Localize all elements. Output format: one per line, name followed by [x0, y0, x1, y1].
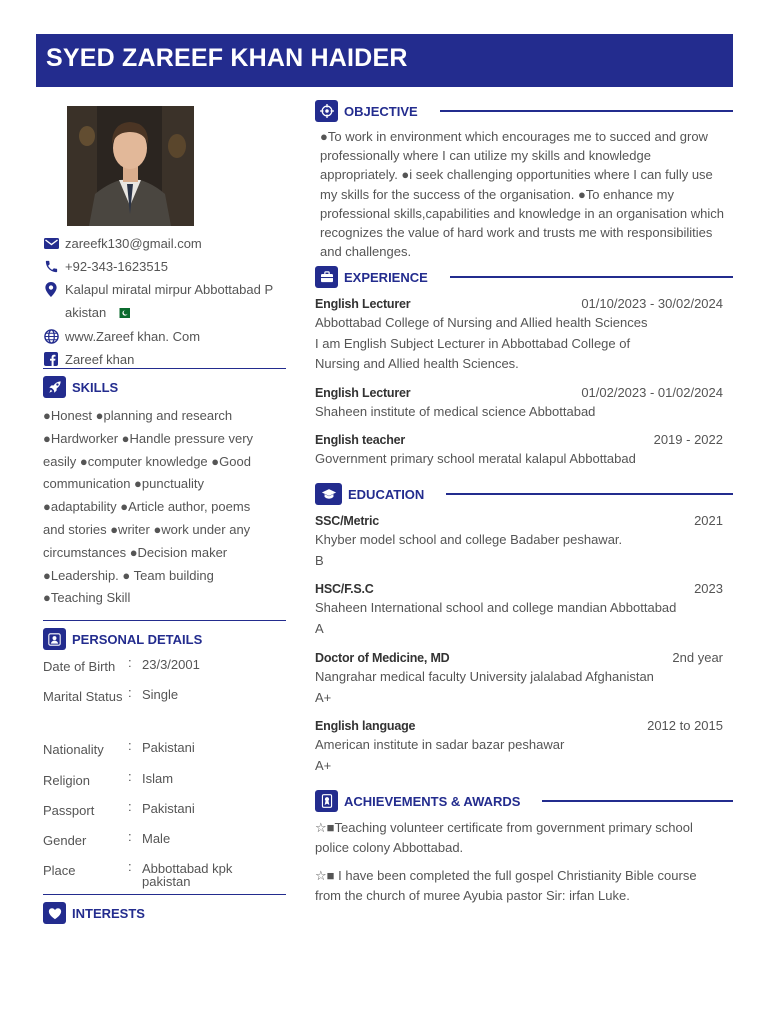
pd-value: Single [142, 687, 179, 702]
pd-value: Male [142, 831, 171, 846]
personal-details-header [43, 627, 286, 651]
pd-label: Passport [43, 803, 95, 818]
job-role: English teacher [315, 433, 406, 447]
pd-value: Islam [142, 771, 174, 786]
degree: HSC/F.S.C [315, 582, 374, 596]
degree: SSC/Metric [315, 514, 379, 528]
graduation-cap-icon [315, 483, 342, 505]
contact-email-row [43, 232, 286, 255]
grade: A [315, 620, 324, 636]
section-rule [446, 493, 733, 495]
contact-address-row [43, 278, 286, 325]
award-icon [315, 790, 338, 812]
grade: B [315, 552, 324, 568]
phone-icon [43, 258, 59, 274]
job-org: Abbottabad College of Nursing and Allied health Sciences [315, 315, 648, 330]
school: Khyber model school and college Badaber peshawar. [315, 532, 623, 547]
education-title: EDUCATION [348, 486, 425, 502]
flag-icon [116, 302, 130, 325]
school: American institute in sadar bazar peshawar [315, 737, 565, 752]
globe-icon [43, 328, 59, 344]
divider [43, 894, 286, 895]
achievement-item: ☆■Teaching volunteer certificate from government primary school police colony Abbottabad. [315, 820, 693, 855]
header-bar [36, 34, 733, 87]
achievements-header [315, 789, 733, 813]
pd-label: Marital Status [43, 689, 123, 704]
job-date: 2019 - 2022 [653, 432, 723, 447]
experience-title: EXPERIENCE [344, 269, 428, 285]
target-icon [315, 100, 338, 122]
pd-label: Date of Birth [43, 659, 116, 674]
contact-website[interactable]: www.Zareef khan. Com [65, 329, 201, 345]
degree: Doctor of Medicine, MD [315, 651, 450, 665]
email-icon [43, 235, 59, 251]
job-description: I am English Subject Lecturer in Abbottabad College of Nursing and Allied health Sciences. [315, 335, 631, 371]
objective-title: OBJECTIVE [344, 103, 418, 119]
skills-text: ●Honest ●planning and research ●Hardworker ●Handle pressure very easily ●computer knowledge ●Good communication ●punctuality ●adaptability ●Article author, poems and stories ●writer ●work under any circumstances ●Decision maker ●Leadership. ● Team building ●Teaching Skill [43, 408, 254, 606]
person-icon [43, 628, 66, 650]
section-rule [440, 110, 733, 112]
edu-date: 2021 [694, 513, 723, 528]
degree: English language [315, 719, 416, 733]
achievements-title: ACHIEVEMENTS & AWARDS [344, 793, 521, 809]
pd-label: Nationality [43, 742, 104, 757]
contact-facebook[interactable]: Zareef khan [65, 352, 135, 368]
experience-header [315, 265, 733, 289]
objective-header [315, 99, 733, 123]
personal-details-title: PERSONAL DETAILS [72, 631, 203, 647]
divider [43, 368, 286, 369]
contact-phone[interactable]: +92-343-1623515 [65, 259, 169, 274]
grade: A+ [315, 757, 332, 773]
pd-value: Abbottabad kpk pakistan [142, 861, 233, 889]
interests-header [43, 901, 286, 925]
heart-icon [43, 902, 66, 924]
objective-text: ●To work in environment which encourages me to succed and grow professionally where I can utilize my skills and knowledge appropriately. ●i seek challenging opportunities where I can fully use my skills for the success of the organisation. ●To enhance my professional skills,capabilities and knowledge in an organisation which recognizes the value of hard work and trusts me with responsibilities and challenges. [320, 129, 724, 260]
section-rule [542, 800, 733, 802]
location-icon [43, 281, 59, 297]
job-date: 01/02/2023 - 01/02/2024 [581, 385, 723, 400]
edu-date: 2023 [694, 581, 723, 596]
candidate-name: SYED ZAREEF KHAN HAIDER [46, 44, 408, 72]
skills-header [43, 375, 286, 399]
rocket-icon [43, 376, 66, 398]
contact-section [43, 232, 286, 371]
experience-item [315, 295, 723, 375]
achievement-item: ☆■ I have been completed the full gospel Christianity Bible course from the church of muree Ayubia pastor Sir: irfan Luke. [315, 868, 697, 903]
job-org: Government primary school meratal kalapul Abbottabad [315, 451, 636, 466]
pd-label: Gender [43, 833, 87, 848]
job-role: English Lecturer [315, 386, 411, 400]
briefcase-icon [315, 266, 338, 288]
school: Shaheen International school and college mandian Abbottabad [315, 600, 677, 615]
skills-title: SKILLS [72, 379, 119, 395]
education-item [315, 580, 723, 639]
pd-label: Place [43, 863, 76, 878]
divider [43, 620, 286, 621]
facebook-icon [43, 351, 59, 367]
pd-value: 23/3/2001 [142, 657, 200, 672]
experience-item [315, 431, 723, 470]
education-item [315, 512, 723, 571]
experience-item [315, 384, 723, 423]
edu-date: 2nd year [672, 650, 723, 665]
pd-value: Pakistani [142, 801, 195, 816]
education-header [315, 482, 733, 506]
interests-title: INTERESTS [72, 905, 145, 921]
education-item [315, 717, 723, 776]
job-date: 01/10/2023 - 30/02/2024 [581, 296, 723, 311]
section-rule [450, 276, 733, 278]
education-item [315, 649, 723, 708]
pd-value: Pakistani [142, 740, 195, 755]
contact-email[interactable]: zareefk130@gmail.com [65, 236, 202, 251]
grade: A+ [315, 689, 332, 705]
school: Nangrahar medical faculty University jalalabad Afghanistan [315, 669, 654, 684]
contact-phone-row [43, 255, 286, 278]
edu-date: 2012 to 2015 [647, 718, 723, 733]
contact-address: Kalapul miratal mirpur Abbottabad P akistan [65, 278, 286, 325]
profile-photo [67, 106, 194, 226]
pd-label: Religion [43, 773, 90, 788]
job-role: English Lecturer [315, 297, 411, 311]
job-org: Shaheen institute of medical science Abbottabad [315, 404, 596, 419]
contact-website-row [43, 325, 286, 348]
